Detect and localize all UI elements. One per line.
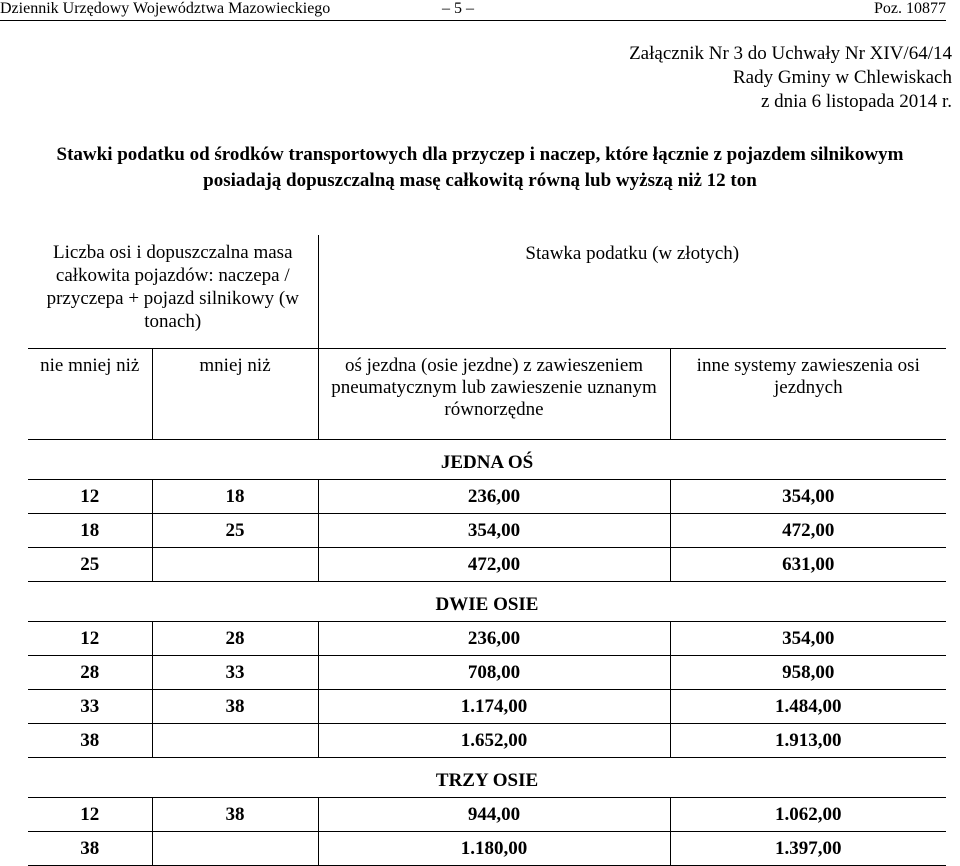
cell-other: 354,00 bbox=[670, 480, 946, 514]
col-header-pneumatic: oś jezdna (osie jezdne) z zawieszeniem pneumatycznym lub zawieszenie uznanym równorzędne bbox=[318, 349, 670, 440]
title-line-1: Stawki podatku od środków transportowych dla przyczep i naczep, które łącznie z pojazdem silnikowym bbox=[56, 144, 904, 165]
cell-other: 1.913,00 bbox=[670, 724, 946, 758]
document-title bbox=[0, 142, 960, 194]
section-row bbox=[28, 758, 946, 798]
cell-pneumatic: 354,00 bbox=[318, 514, 670, 548]
section-label: TRZY OSIE bbox=[28, 758, 946, 798]
axle-mass-header: Liczba osi i dopuszczalna masa całkowita pojazdów: naczepa / przyczepa + pojazd silnikowy (w tonach) bbox=[46, 242, 299, 332]
annex-reference bbox=[629, 42, 952, 114]
cell-pneumatic: 236,00 bbox=[318, 480, 670, 514]
cell-min: 12 bbox=[28, 798, 152, 832]
cell-min: 38 bbox=[28, 724, 152, 758]
position-number: Poz. 10877 bbox=[874, 0, 946, 17]
cell-other: 472,00 bbox=[670, 514, 946, 548]
col-header-other: inne systemy zawieszenia osi jezdnych bbox=[670, 349, 946, 440]
table-row bbox=[28, 548, 946, 582]
cell-other: 1.484,00 bbox=[670, 690, 946, 724]
cell-max bbox=[152, 724, 318, 758]
table-row bbox=[28, 832, 946, 866]
cell-min: 12 bbox=[28, 480, 152, 514]
cell-max: 38 bbox=[152, 798, 318, 832]
cell-pneumatic: 472,00 bbox=[318, 548, 670, 582]
cell-other: 354,00 bbox=[670, 622, 946, 656]
cell-pneumatic: 1.652,00 bbox=[318, 724, 670, 758]
section-label: DWIE OSIE bbox=[28, 582, 946, 622]
cell-other: 1.397,00 bbox=[670, 832, 946, 866]
cell-pneumatic: 944,00 bbox=[318, 798, 670, 832]
tax-rate-table bbox=[28, 235, 946, 866]
cell-other: 958,00 bbox=[670, 656, 946, 690]
cell-other: 1.062,00 bbox=[670, 798, 946, 832]
cell-max bbox=[152, 548, 318, 582]
cell-min: 38 bbox=[28, 832, 152, 866]
title-line-2: posiadają dopuszczalną masę całkowitą równą lub wyższą niż 12 ton bbox=[203, 170, 757, 191]
cell-min: 12 bbox=[28, 622, 152, 656]
annex-line-2: Rady Gminy w Chlewiskach bbox=[732, 67, 952, 88]
section-label: JEDNA OŚ bbox=[28, 440, 946, 480]
cell-max: 38 bbox=[152, 690, 318, 724]
cell-max: 33 bbox=[152, 656, 318, 690]
cell-min: 28 bbox=[28, 656, 152, 690]
table-row bbox=[28, 656, 946, 690]
cell-min: 18 bbox=[28, 514, 152, 548]
journal-name: Dziennik Urzędowy Województwa Mazowieckiego bbox=[0, 0, 331, 17]
annex-line-1: Załącznik Nr 3 do Uchwały Nr XIV/64/14 bbox=[629, 43, 952, 64]
cell-min: 33 bbox=[28, 690, 152, 724]
cell-max: 28 bbox=[152, 622, 318, 656]
page-header bbox=[0, 0, 946, 21]
cell-pneumatic: 1.180,00 bbox=[318, 832, 670, 866]
annex-line-3: z dnia 6 listopada 2014 r. bbox=[760, 91, 952, 112]
cell-pneumatic: 236,00 bbox=[318, 622, 670, 656]
table-row bbox=[28, 480, 946, 514]
page-number: – 5 – bbox=[442, 0, 474, 17]
cell-pneumatic: 708,00 bbox=[318, 656, 670, 690]
cell-pneumatic: 1.174,00 bbox=[318, 690, 670, 724]
tax-rate-header: Stawka podatku (w złotych) bbox=[318, 235, 946, 349]
cell-max: 18 bbox=[152, 480, 318, 514]
cell-max bbox=[152, 832, 318, 866]
table-row bbox=[28, 690, 946, 724]
cell-min: 25 bbox=[28, 548, 152, 582]
cell-other: 631,00 bbox=[670, 548, 946, 582]
table-row bbox=[28, 724, 946, 758]
section-row bbox=[28, 582, 946, 622]
table-row bbox=[28, 514, 946, 548]
col-header-min: nie mniej niż bbox=[28, 349, 152, 440]
cell-max: 25 bbox=[152, 514, 318, 548]
table-row bbox=[28, 622, 946, 656]
section-row bbox=[28, 440, 946, 480]
table-row bbox=[28, 798, 946, 832]
col-header-max: mniej niż bbox=[152, 349, 318, 440]
